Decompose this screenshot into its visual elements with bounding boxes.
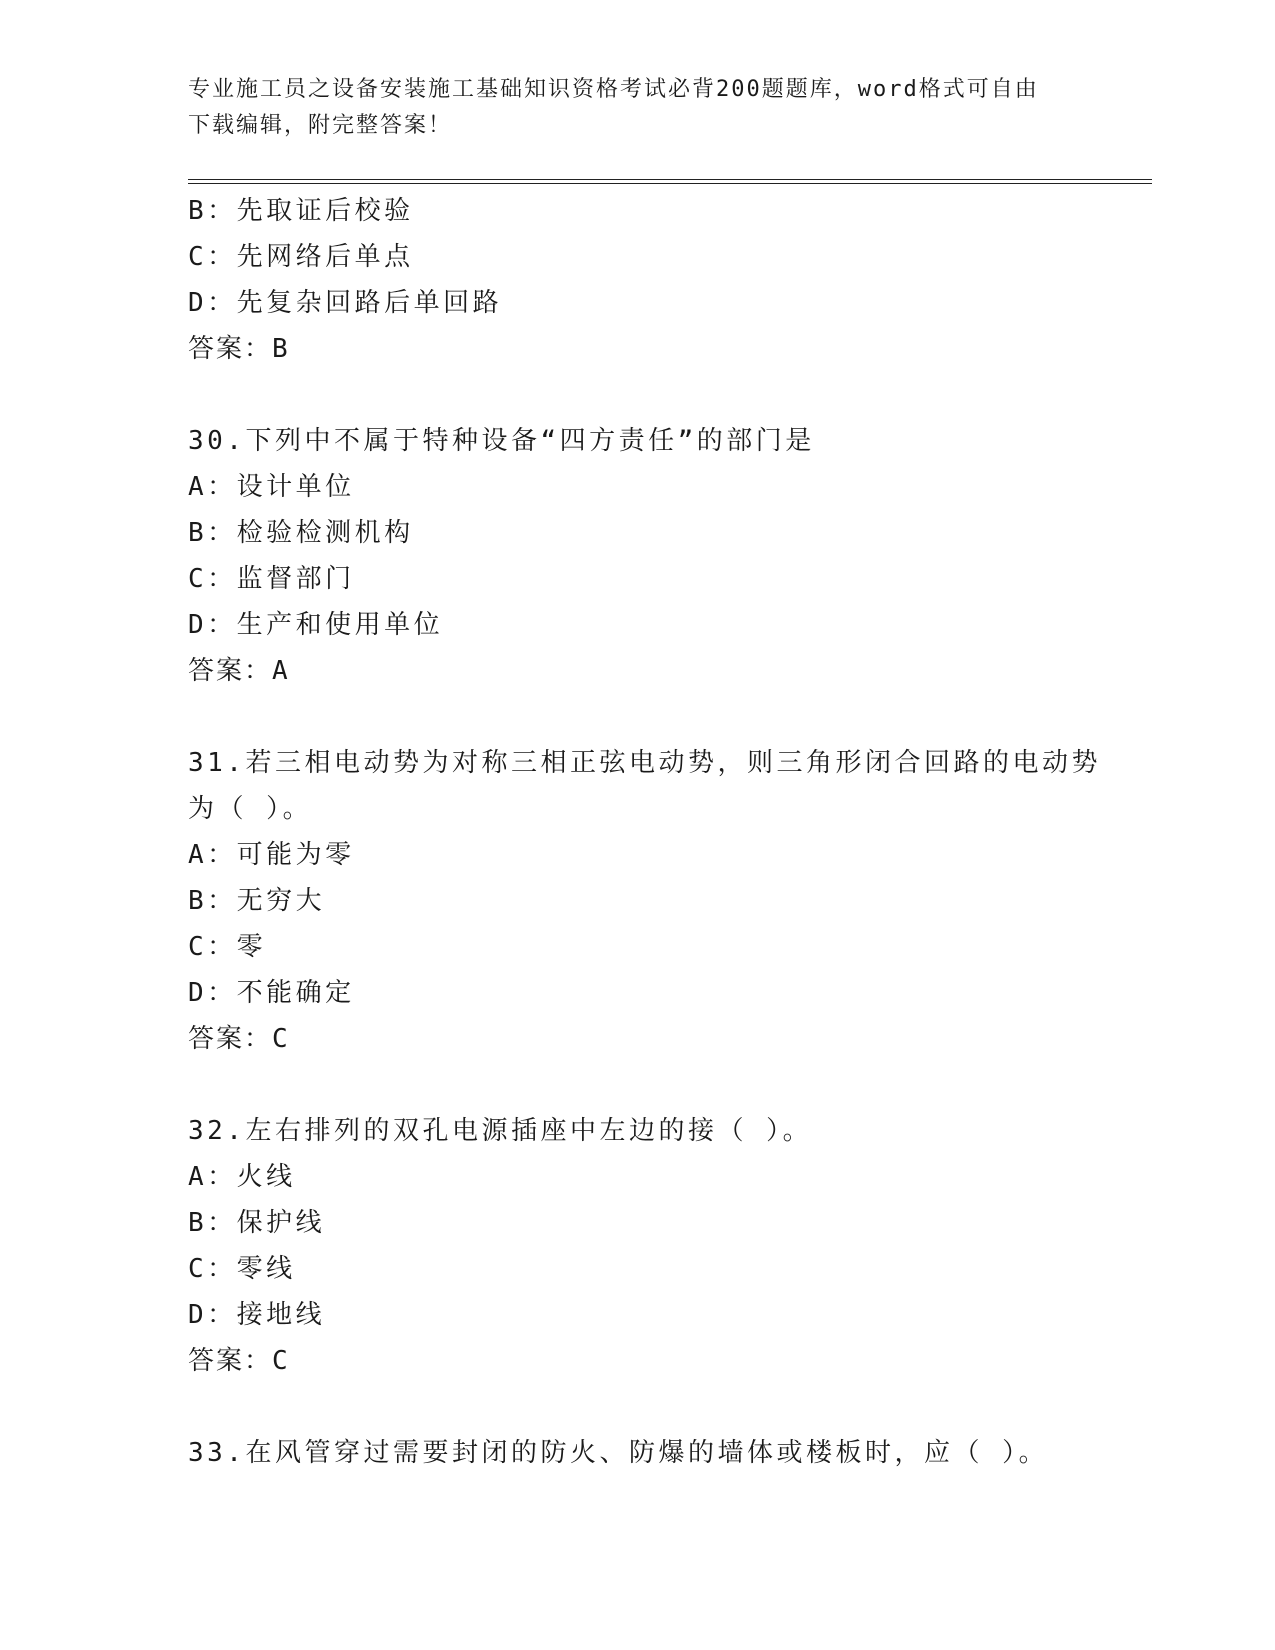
option-d: D：接地线: [188, 1300, 326, 1330]
question-text: 32.左右排列的双孔电源插座中左边的接（ ）。: [188, 1116, 813, 1146]
question-block-prev: [188, 188, 1152, 372]
spacer: [188, 1384, 1152, 1430]
option-d: D：不能确定: [188, 978, 355, 1008]
answer-value: B: [272, 334, 290, 364]
answer-line: [188, 1016, 1152, 1062]
question-block-31: [188, 740, 1152, 1062]
question-block-30: [188, 418, 1152, 694]
option-d: D：生产和使用单位: [188, 610, 444, 640]
answer-value: C: [272, 1024, 290, 1054]
question-text: 30.下列中不属于特种设备“四方责任”的部门是: [188, 426, 815, 456]
header-divider-thin: [188, 179, 1152, 180]
answer-label: 答案：: [188, 334, 273, 364]
answer-label: 答案：: [188, 1346, 273, 1376]
option-c: C：零线: [188, 1254, 296, 1284]
answer-label: 答案：: [188, 1024, 273, 1054]
option-b: B：无穷大: [188, 886, 326, 916]
header-divider-thick: [188, 183, 1152, 184]
question-block-32: [188, 1108, 1152, 1384]
spacer: [188, 372, 1152, 418]
answer-line: [188, 326, 1152, 372]
option-d: D：先复杂回路后单回路: [188, 288, 503, 318]
document-header: [188, 72, 1088, 144]
option-c: C：零: [188, 932, 267, 962]
answer-line: [188, 1338, 1152, 1384]
option-a: A：可能为零: [188, 840, 355, 870]
header-title-line-1: 专业施工员之设备安装施工基础知识资格考试必背200题题库，word格式可自由: [188, 77, 1039, 102]
option-b: B：检验检测机构: [188, 518, 414, 548]
option-b: B：先取证后校验: [188, 196, 414, 226]
option-a: A：火线: [188, 1162, 296, 1192]
option-b: B：保护线: [188, 1208, 326, 1238]
option-c: C：先网络后单点: [188, 242, 414, 272]
answer-line: [188, 648, 1152, 694]
question-text-continued: 为（ ）。: [188, 794, 313, 824]
question-text: 33.在风管穿过需要封闭的防火、防爆的墙体或楼板时，应（ ）。: [188, 1438, 1049, 1468]
spacer: [188, 694, 1152, 740]
question-text: 31.若三相电动势为对称三相正弦电动势，则三角形闭合回路的电动势: [188, 748, 1101, 778]
answer-label: 答案：: [188, 656, 273, 686]
option-a: A：设计单位: [188, 472, 355, 502]
answer-value: C: [272, 1346, 290, 1376]
question-block-33: [188, 1430, 1152, 1476]
spacer: [188, 1062, 1152, 1108]
header-title-line-2: 下载编辑，附完整答案！: [188, 113, 453, 138]
question-list: [188, 188, 1152, 1476]
answer-value: A: [272, 656, 290, 686]
option-c: C：监督部门: [188, 564, 355, 594]
